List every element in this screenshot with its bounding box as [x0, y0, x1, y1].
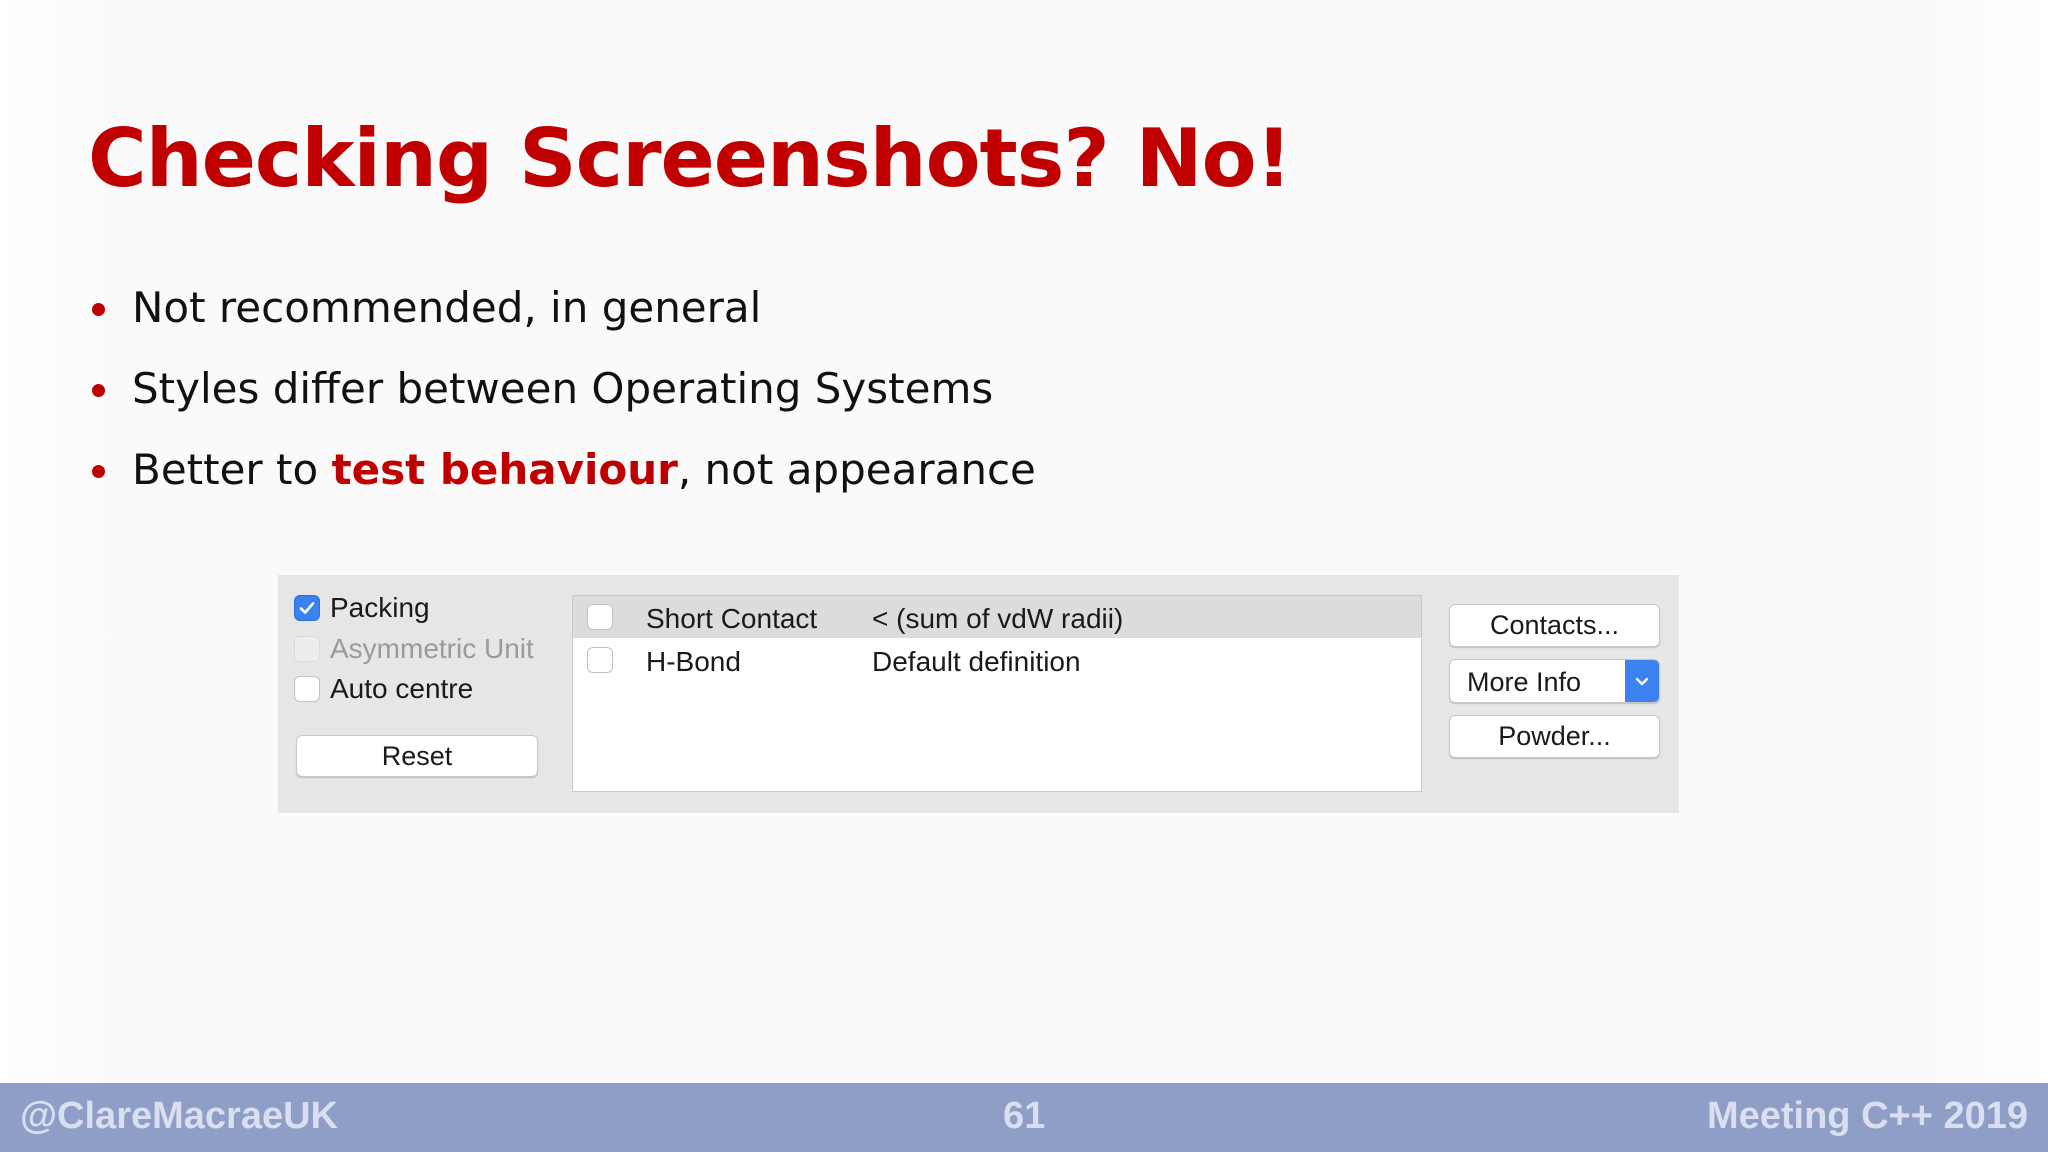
bullet-item [88, 364, 1036, 445]
chevron-down-icon[interactable] [1625, 660, 1659, 702]
slide-number: 61 [1003, 1095, 1046, 1137]
list-row-short-contact[interactable] [573, 596, 1421, 638]
packing-checkbox[interactable] [294, 595, 320, 621]
bullet-text-post: , not appearance [677, 445, 1036, 494]
footer-handle: @ClareMacraeUK [20, 1095, 338, 1137]
bullet-list [88, 283, 1036, 526]
contacts-button[interactable]: Contacts... [1449, 604, 1660, 647]
list-row-h-bond[interactable] [573, 639, 1421, 681]
auto-centre-checkbox[interactable] [294, 676, 320, 702]
bullet-text-pre: Better to [132, 445, 332, 494]
bullet-text: Styles differ between Operating Systems [132, 364, 994, 413]
asymmetric-unit-checkbox [294, 636, 320, 662]
auto-centre-option[interactable] [294, 672, 473, 706]
bullet-emphasis: test behaviour [331, 445, 678, 494]
reset-button[interactable]: Reset [296, 735, 538, 777]
packing-label: Packing [330, 592, 430, 623]
bullet-dot-icon [92, 303, 105, 316]
contact-definition: Default definition [872, 646, 1081, 677]
ui-screenshot-panel [278, 575, 1679, 813]
packing-option[interactable] [294, 591, 430, 625]
h-bond-checkbox[interactable] [587, 647, 613, 673]
footer-bar [0, 1083, 2048, 1152]
footer-event: Meeting C++ 2019 [1706, 1095, 2028, 1137]
slide-title: Checking Screenshots? No! [88, 112, 1292, 205]
contact-definition: < (sum of vdW radii) [872, 603, 1124, 634]
bullet-text: Not recommended, in general [132, 283, 762, 332]
more-info-value: More Info [1467, 667, 1582, 697]
powder-button[interactable]: Powder... [1449, 715, 1660, 758]
contact-name: H-Bond [646, 646, 741, 677]
bullet-dot-icon [92, 384, 105, 397]
asymmetric-unit-option [294, 632, 534, 666]
contact-name: Short Contact [646, 603, 818, 634]
short-contact-checkbox[interactable] [587, 604, 613, 630]
checkmark-icon [298, 599, 316, 617]
more-info-dropdown[interactable] [1449, 659, 1660, 703]
bullet-dot-icon [92, 465, 105, 478]
bullet-item [88, 445, 1036, 526]
bullet-item [88, 283, 1036, 364]
auto-centre-label: Auto centre [330, 673, 474, 704]
asymmetric-unit-label: Asymmetric Unit [330, 633, 534, 664]
contacts-list [572, 595, 1422, 792]
